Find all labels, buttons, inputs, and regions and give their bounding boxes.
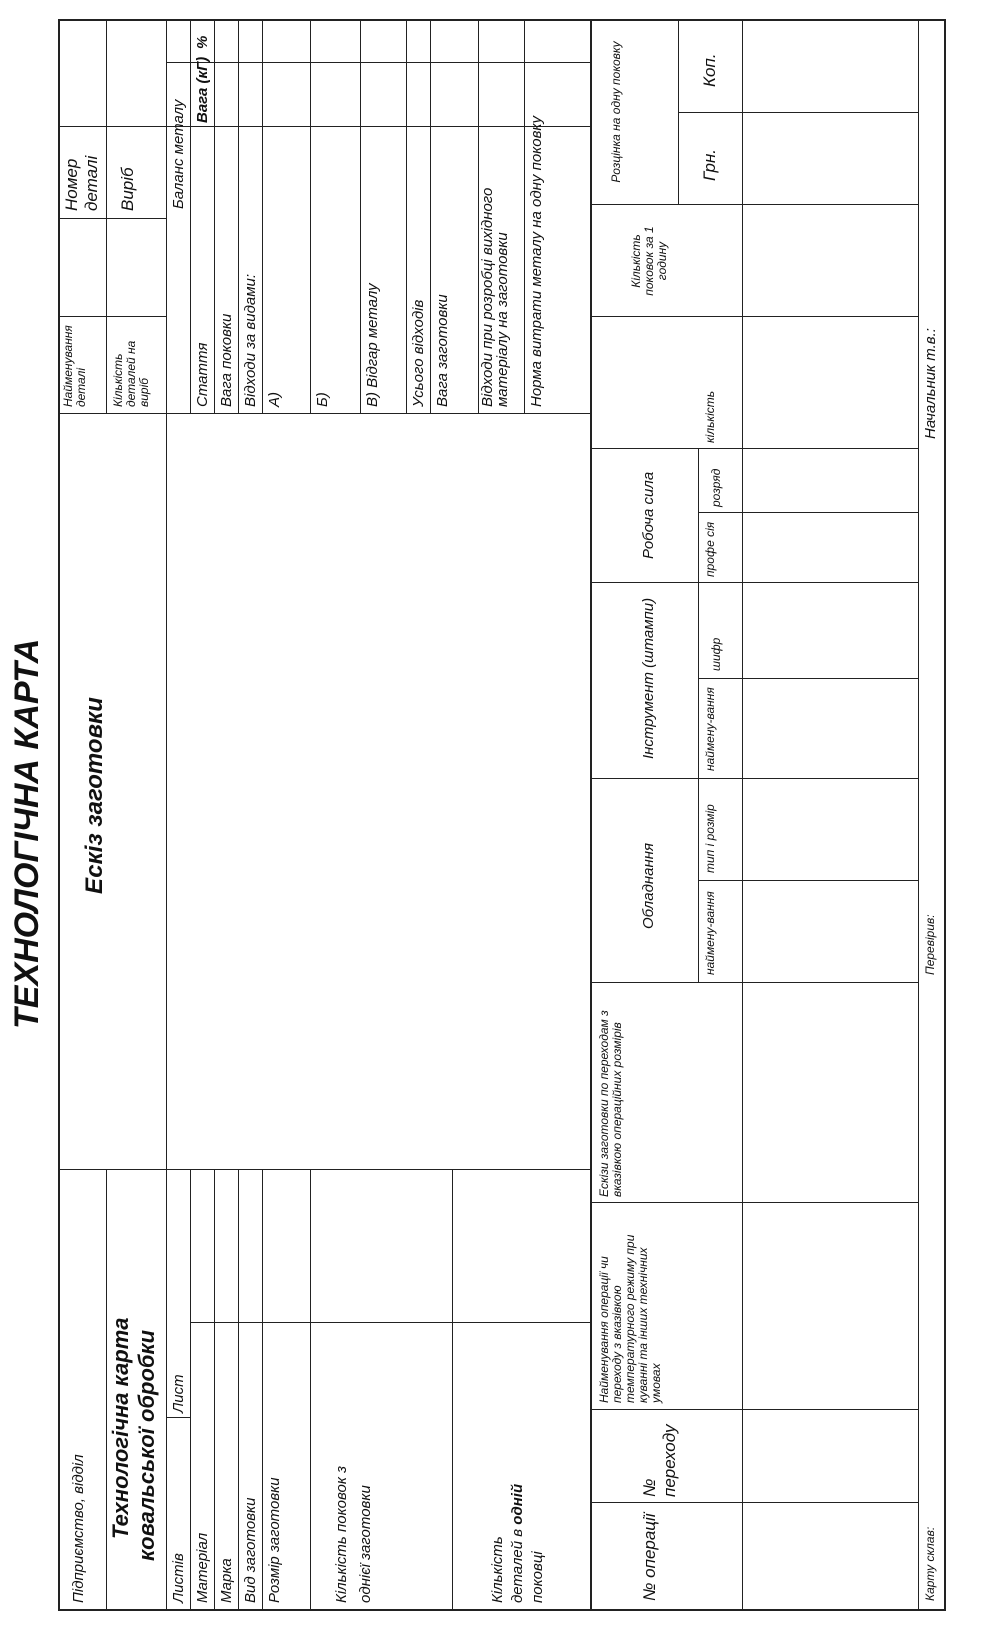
ops-col (590, 1502, 918, 1503)
balance-row (238, 21, 239, 414)
ops-col (590, 982, 918, 983)
row-line (166, 1170, 167, 1611)
forging-weight-label: Вага поковки (218, 313, 235, 407)
chief-label: Начальник т.в.: (922, 328, 939, 439)
labor-grade-label: розряд (709, 468, 723, 507)
rate-label: Розцінка на одну поковку (609, 41, 623, 183)
balance-row (214, 21, 215, 414)
eq-name-label: наймену-вання (703, 891, 717, 975)
balance-pct-col (166, 62, 590, 63)
compiled-label: Карту склав: (923, 1526, 937, 1601)
ops-subheader-line (698, 449, 699, 983)
tool-code-label: шифр (709, 637, 723, 671)
waste-a-label: А) (266, 392, 283, 407)
left-col-border (58, 1169, 590, 1170)
waste-c-label: В) Відгар металу (364, 283, 381, 407)
left-value-col (190, 1322, 590, 1323)
sketch-title: Ескіз заготовки (81, 697, 108, 894)
labor-label: Робоча сила (640, 471, 657, 559)
balance-row (262, 21, 263, 414)
part-info-divider (58, 316, 166, 317)
row-line (106, 1170, 107, 1611)
balance-title: Баланс металу (170, 99, 187, 209)
balance-row (524, 21, 525, 414)
frame-left (58, 1609, 946, 1611)
checked-label: Перевірив: (923, 914, 937, 975)
balance-weight-col (166, 126, 590, 127)
grade-label: Марка (218, 1558, 235, 1603)
equipment-label: Обладнання (640, 843, 657, 929)
uah-label: Грн. (700, 148, 719, 181)
sketch-right-border (58, 413, 590, 414)
total-waste-label: Усього відходів (410, 299, 427, 407)
forgings-per-hour-label: Кількість поковок за 1 годину (629, 226, 669, 296)
balance-row (406, 21, 407, 414)
frame-top (58, 19, 60, 1611)
frame-bottom (944, 19, 946, 1611)
col-item-label: Стаття (194, 342, 211, 407)
norm-label: Норма витрати металу на одну поковку (528, 116, 545, 407)
row-line (238, 1170, 239, 1611)
row-line (262, 1170, 263, 1611)
sheets-label: Листів (170, 1553, 187, 1603)
material-label: Матеріал (194, 1532, 211, 1603)
tool-name-label: наймену-вання (703, 687, 717, 771)
part-info-mid (106, 21, 107, 414)
sketches-label: Ескізи заготовки по переходам з вказівкою операційних розмірів (597, 1010, 624, 1197)
ops-col (590, 1409, 918, 1410)
ops-col (590, 448, 918, 449)
part-number-label: Номер деталі (62, 155, 101, 211)
forgings-per-blank-label: Кількість поковок з однієї заготовки (333, 1465, 374, 1603)
balance-row (190, 21, 191, 414)
trans-no-label: № переходу (640, 1424, 679, 1497)
blank-type-label: Вид заготовки (242, 1497, 259, 1603)
waste-by-type-label: Відходи за видами: (242, 273, 259, 407)
parts-per-forging-label (488, 1403, 548, 1603)
row-line (452, 1170, 453, 1611)
ops-col (590, 778, 918, 779)
balance-row (430, 21, 431, 414)
col-weight-label: Вага (кГ) (194, 56, 211, 123)
parts-per-forging-a: Кількість (489, 1536, 506, 1603)
sheet-label: Лист (170, 1374, 187, 1413)
eq-type-label: тип і розмір (703, 804, 717, 873)
blank-size-label: Розмір заготовки (266, 1477, 283, 1603)
part-info-divider (58, 126, 166, 127)
product-label: Виріб (118, 167, 137, 211)
balance-row (310, 21, 311, 414)
rate-subheader-line (678, 21, 679, 205)
sheets-divider (166, 1417, 190, 1418)
rate-sub-col (678, 112, 918, 113)
ops-col (698, 880, 918, 881)
labor-qty-label: кількість (703, 390, 717, 443)
part-name-label: Найменування деталі (61, 325, 88, 407)
card-name-line1: Технологічна карта (108, 1317, 133, 1539)
waste-b-label: Б) (314, 392, 331, 407)
profession-label: профе сія (703, 521, 717, 577)
ops-col (698, 678, 918, 679)
ops-col (698, 512, 918, 513)
ops-col (590, 1202, 918, 1203)
sketch-header-line (166, 21, 167, 1170)
row-line (310, 1170, 311, 1611)
enterprise-label: Підприємство, відділ (70, 1454, 87, 1603)
footer-divider (918, 19, 919, 1611)
ops-col (590, 582, 918, 583)
part-info-divider (58, 218, 166, 219)
row-line (190, 1170, 191, 1611)
section-divider (590, 19, 592, 1611)
ops-header-bottom (742, 21, 743, 1611)
form-title: ТЕХНОЛОГІЧНА КАРТА (8, 638, 46, 1029)
kop-label: Коп. (700, 53, 719, 87)
parts-per-forging-b: деталей в (509, 1528, 526, 1603)
row-line (214, 1170, 215, 1611)
balance-row (360, 21, 361, 414)
col-percent-label: % (194, 35, 211, 49)
ops-col (590, 204, 918, 205)
tool-label: Інструмент (штампи) (640, 597, 657, 759)
parts-per-forging-bold: одній (509, 1483, 526, 1525)
cutting-waste-label: Відходи при розробці вихідного матеріалу на заготовки (479, 187, 511, 407)
parts-per-product-label: Кількість деталей на виріб (111, 340, 151, 407)
blank-weight-label: Вага заготовки (434, 294, 451, 407)
parts-per-forging-c: поковці (529, 1551, 546, 1603)
ops-col (590, 316, 918, 317)
op-name-label: Найменування операції чи переходу з вказівкою температурного режиму при куванні та інших технічних умовах (597, 1234, 663, 1403)
card-name-line2: ковальської обробки (134, 1329, 159, 1561)
frame-right (58, 19, 946, 21)
op-no-label: № операції (640, 1513, 659, 1601)
